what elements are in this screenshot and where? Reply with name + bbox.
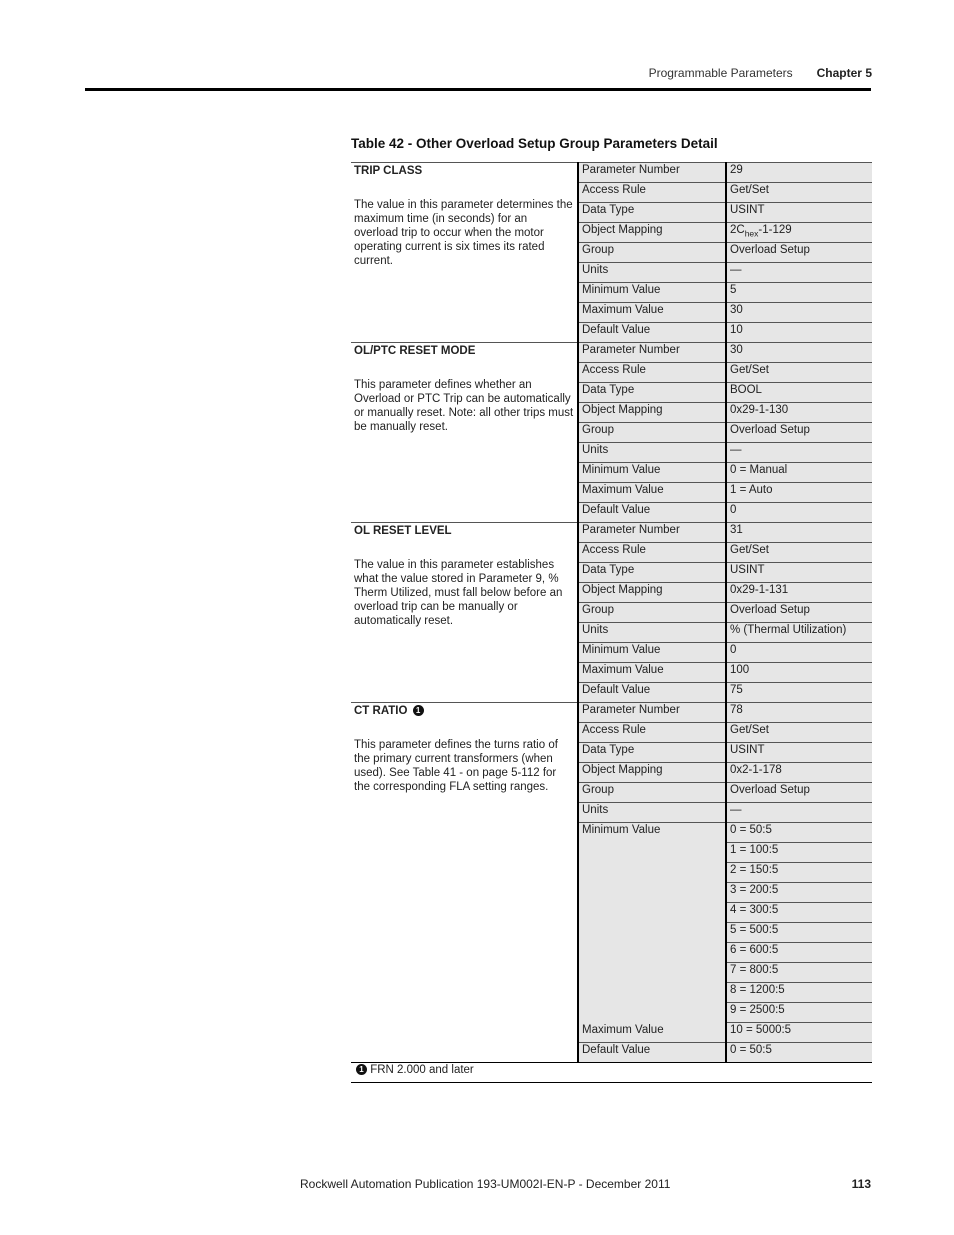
param-value-cell [726, 203, 872, 223]
param-label: Parameter Number [582, 344, 680, 356]
param-label: Parameter Number [582, 524, 680, 536]
table-title: Table 42 - Other Overload Setup Group Parameters Detail [351, 136, 718, 151]
param-label-cell [578, 743, 726, 763]
param-value: 0 = 50:5 [730, 824, 772, 836]
param-label-cell [578, 323, 726, 343]
param-label-cell [578, 483, 726, 503]
param-value-cell [726, 823, 872, 843]
param-label: Minimum Value [582, 464, 661, 476]
param-value-cell [726, 463, 872, 483]
param-label: Group [582, 424, 614, 436]
param-name [354, 164, 574, 179]
param-value: % (Thermal Utilization) [730, 624, 847, 636]
param-label-cell [578, 823, 726, 1023]
param-value-cell [726, 503, 872, 523]
param-value-cell [726, 1043, 872, 1063]
subscript-text: hex [744, 228, 759, 239]
param-label-cell [578, 663, 726, 683]
param-value-cell [726, 923, 872, 943]
param-value: USINT [730, 744, 765, 756]
param-label: Object Mapping [582, 224, 663, 236]
param-description: The value in this parameter determines the maximum time (in seconds) for an overload trip to occur when the motor operating current is six times its rated current. [354, 199, 573, 267]
param-name [354, 344, 574, 359]
param-value: 29 [730, 164, 743, 176]
param-label-cell [578, 543, 726, 563]
param-value: BOOL [730, 384, 762, 396]
param-value: 31 [730, 524, 743, 536]
param-value-cell [726, 283, 872, 303]
param-label-cell [578, 643, 726, 663]
param-label: Minimum Value [582, 284, 661, 296]
param-label-cell [578, 283, 726, 303]
param-label-cell [578, 203, 726, 223]
param-value-suffix: -1-129 [758, 224, 792, 236]
footnote-marker-icon: 1 [356, 1064, 367, 1075]
param-label: Units [582, 804, 609, 816]
param-label-cell [578, 683, 726, 703]
param-value-cell [726, 983, 872, 1003]
param-label: Data Type [582, 564, 635, 576]
param-description-cell [351, 523, 578, 703]
chapter-label: Chapter 5 [816, 66, 872, 80]
param-label: Data Type [582, 384, 635, 396]
param-value: 1 = 100:5 [730, 844, 779, 856]
param-value-cell [726, 443, 872, 463]
param-value: Overload Setup [730, 424, 810, 436]
footnote-text: FRN 2.000 and later [370, 1064, 474, 1076]
param-value-cell [726, 663, 872, 683]
param-value-cell [726, 383, 872, 403]
param-label-cell [578, 523, 726, 543]
param-value: Overload Setup [730, 604, 810, 616]
param-label-cell [578, 423, 726, 443]
footnote-row [351, 1063, 872, 1083]
param-name-text: OL/PTC RESET MODE [354, 345, 476, 357]
table-row [351, 163, 872, 183]
param-value: 10 = 5000:5 [730, 1024, 792, 1036]
param-label-cell [578, 603, 726, 623]
param-value: 8 = 1200:5 [730, 984, 785, 996]
param-value: 6 = 600:5 [730, 944, 779, 956]
section-name: Programmable Parameters [648, 66, 793, 80]
param-description-cell [351, 703, 578, 1063]
param-value-cell [726, 343, 872, 363]
param-value-cell [726, 783, 872, 803]
param-value: 9 = 2500:5 [730, 1004, 785, 1016]
param-value: 0x2-1-178 [730, 764, 782, 776]
table-row [351, 523, 872, 543]
param-label: Data Type [582, 744, 635, 756]
param-value-cell [726, 183, 872, 203]
param-value-cell [726, 563, 872, 583]
param-value: 1 = Auto [730, 484, 773, 496]
param-label-cell [578, 383, 726, 403]
param-value: — [730, 444, 742, 456]
param-value-cell [726, 943, 872, 963]
param-label: Group [582, 604, 614, 616]
param-value: 5 = 500:5 [730, 924, 779, 936]
param-label: Access Rule [582, 724, 646, 736]
param-name-text: OL RESET LEVEL [354, 525, 452, 537]
param-value: 0 = 50:5 [730, 1044, 772, 1056]
param-label: Maximum Value [582, 484, 664, 496]
publication-info: Rockwell Automation Publication 193-UM002I-EN-P - December 2011 [300, 1177, 671, 1191]
param-value-cell [726, 523, 872, 543]
param-value-cell [726, 423, 872, 443]
param-value: Get/Set [730, 184, 769, 196]
param-value-cell [726, 483, 872, 503]
param-value-cell [726, 883, 872, 903]
param-label: Default Value [582, 1044, 651, 1056]
table-row [351, 343, 872, 363]
param-label: Group [582, 244, 614, 256]
param-value-cell [726, 903, 872, 923]
param-value: 0x29-1-131 [730, 584, 789, 596]
param-value: 7 = 800:5 [730, 964, 779, 976]
parameters-table [351, 162, 872, 1083]
param-description-cell [351, 343, 578, 523]
param-label: Access Rule [582, 544, 646, 556]
param-value: Overload Setup [730, 244, 810, 256]
param-value: 100 [730, 664, 750, 676]
param-label: Object Mapping [582, 764, 663, 776]
param-label: Units [582, 444, 609, 456]
param-value: USINT [730, 204, 765, 216]
param-value-cell [726, 263, 872, 283]
page-number: 113 [851, 1177, 871, 1191]
param-value: 2C [730, 224, 745, 236]
param-value-cell [726, 603, 872, 623]
param-label: Access Rule [582, 364, 646, 376]
param-value: 5 [730, 284, 737, 296]
param-value: 2 = 150:5 [730, 864, 779, 876]
param-value: Get/Set [730, 544, 769, 556]
param-label-cell [578, 563, 726, 583]
param-name [354, 524, 574, 539]
param-label-cell [578, 583, 726, 603]
param-value-cell [726, 723, 872, 743]
param-value-cell [726, 163, 872, 183]
param-label-cell [578, 723, 726, 743]
param-value-cell [726, 803, 872, 823]
param-label-cell [578, 703, 726, 723]
param-value-cell [726, 363, 872, 383]
param-label: Object Mapping [582, 404, 663, 416]
param-value: 30 [730, 304, 743, 316]
param-value: 78 [730, 704, 743, 716]
param-label: Units [582, 624, 609, 636]
param-value: 0 [730, 504, 737, 516]
param-value-cell [726, 863, 872, 883]
param-value-cell [726, 843, 872, 863]
param-label: Object Mapping [582, 584, 663, 596]
param-value-cell [726, 683, 872, 703]
param-label-cell [578, 403, 726, 423]
param-value: 3 = 200:5 [730, 884, 779, 896]
param-label-cell [578, 1043, 726, 1063]
param-label: Parameter Number [582, 164, 680, 176]
param-value-cell [726, 643, 872, 663]
param-value-cell [726, 1003, 872, 1023]
param-value: 10 [730, 324, 743, 336]
param-value: 4 = 300:5 [730, 904, 779, 916]
param-value-cell [726, 243, 872, 263]
param-value: 75 [730, 684, 743, 696]
param-label-cell [578, 503, 726, 523]
param-label-cell [578, 263, 726, 283]
param-label: Default Value [582, 504, 651, 516]
param-label: Units [582, 264, 609, 276]
param-label-cell [578, 303, 726, 323]
param-value: 30 [730, 344, 743, 356]
param-label-cell [578, 223, 726, 243]
param-value: 0x29-1-130 [730, 404, 789, 416]
param-label-cell [578, 243, 726, 263]
param-label: Default Value [582, 324, 651, 336]
param-value: 0 = Manual [730, 464, 788, 476]
param-value-cell [726, 743, 872, 763]
param-description: This parameter defines whether an Overload or PTC Trip can be automatically or manually reset. Note: all other trips must be manually reset. [354, 379, 574, 433]
param-value: Get/Set [730, 724, 769, 736]
param-value: 0 [730, 644, 737, 656]
param-label-cell [578, 783, 726, 803]
param-label-cell [578, 363, 726, 383]
param-label: Group [582, 784, 614, 796]
param-value-cell [726, 403, 872, 423]
param-value: USINT [730, 564, 765, 576]
param-label: Minimum Value [582, 824, 661, 836]
param-label-cell [578, 803, 726, 823]
param-label-cell [578, 343, 726, 363]
param-label-cell [578, 623, 726, 643]
param-value: Overload Setup [730, 784, 810, 796]
param-value-cell [726, 703, 872, 723]
param-value: — [730, 264, 742, 276]
param-description: This parameter defines the turns ratio of the primary current transformers (when used). See Table 41 - on page 5-112 for the corresponding FLA setting ranges. [354, 739, 558, 793]
header-rule [85, 88, 871, 91]
param-label-cell [578, 163, 726, 183]
param-label: Maximum Value [582, 304, 664, 316]
param-label: Maximum Value [582, 1023, 664, 1036]
param-label-cell [578, 463, 726, 483]
param-name [354, 704, 574, 719]
param-value-cell [726, 963, 872, 983]
param-value-cell [726, 323, 872, 343]
param-label: Access Rule [582, 184, 646, 196]
table-row [351, 703, 872, 723]
param-label: Default Value [582, 684, 651, 696]
running-header [649, 66, 872, 80]
param-description: The value in this parameter establishes what the value stored in Parameter 9, % Therm Utilized, must fall below before an overload trip can be manually or automatically reset. [354, 559, 563, 627]
param-value-cell [726, 1023, 872, 1043]
param-name-text: TRIP CLASS [354, 165, 423, 177]
param-value-cell [726, 623, 872, 643]
param-label-cell [578, 183, 726, 203]
param-label-cell [578, 763, 726, 783]
param-value-cell [726, 223, 872, 243]
param-label-cell [578, 1023, 726, 1043]
param-value-cell [726, 303, 872, 323]
param-value-cell [726, 543, 872, 563]
param-description-cell [351, 163, 578, 343]
footnote-cell [351, 1063, 872, 1083]
param-value: — [730, 804, 742, 816]
footnote-marker-icon: 1 [413, 705, 424, 716]
param-label-cell [578, 443, 726, 463]
param-label: Parameter Number [582, 704, 680, 716]
param-value-cell [726, 763, 872, 783]
param-value-cell [726, 583, 872, 603]
param-label: Maximum Value [582, 664, 664, 676]
param-name-text: CT RATIO [354, 705, 408, 717]
param-label: Data Type [582, 204, 635, 216]
param-label: Minimum Value [582, 644, 661, 656]
param-value: Get/Set [730, 364, 769, 376]
